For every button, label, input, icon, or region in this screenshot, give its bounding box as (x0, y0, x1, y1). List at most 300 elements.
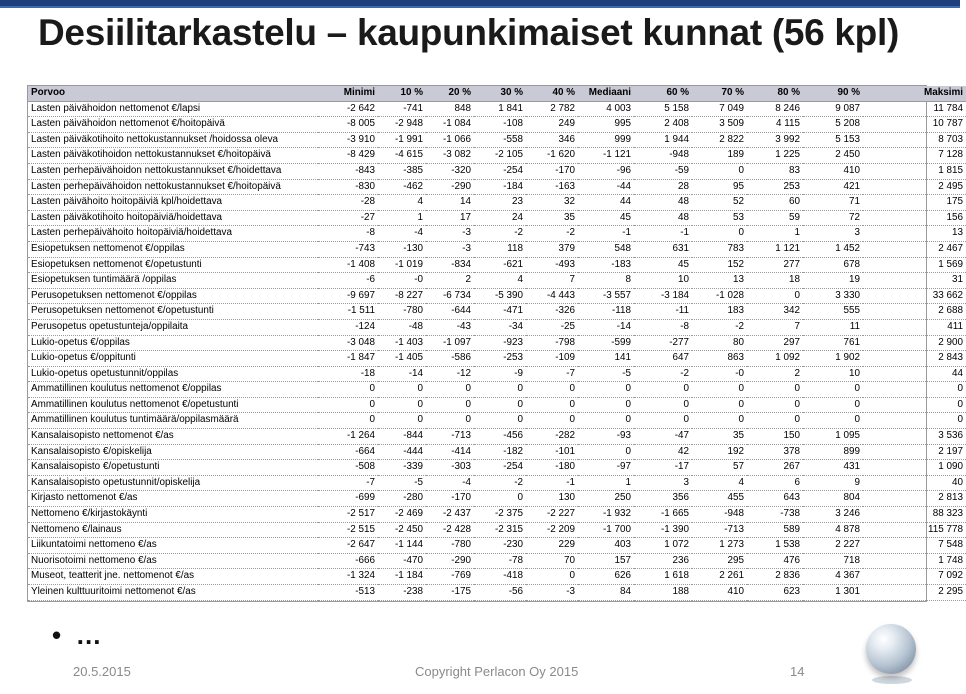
row-label: Lasten päiväkotihoito hoitopäiviä/hoidettava (28, 210, 318, 226)
table-cell: -25 (526, 319, 578, 335)
table-cell: -97 (578, 460, 634, 476)
row-label: Ammatillinen koulutus tuntimäärä/oppilasmäärä (28, 413, 318, 429)
table-cell: -3 184 (634, 288, 692, 304)
table-cell: 804 (803, 491, 863, 507)
table-cell: 23 (474, 195, 526, 211)
table-cell: 13 (692, 273, 747, 289)
table-cell: -599 (578, 335, 634, 351)
table-cell: 83 (747, 163, 803, 179)
table-cell: 0 (692, 226, 747, 242)
table-cell: 1 815 (863, 163, 966, 179)
table-cell: -290 (426, 179, 474, 195)
table-row (28, 366, 966, 382)
table-cell: -923 (474, 335, 526, 351)
row-label: Esiopetuksen nettomenot €/opetustunti (28, 257, 318, 273)
table-cell: 13 (863, 226, 966, 242)
row-label: Kansalaisopisto €/opiskelija (28, 444, 318, 460)
table-cell: -1 620 (526, 148, 578, 164)
table-cell: -1 144 (378, 538, 426, 554)
table-cell: 0 (526, 382, 578, 398)
table-cell: 0 (378, 382, 426, 398)
table-cell: -1 403 (378, 335, 426, 351)
table-cell: -1 390 (634, 522, 692, 538)
table-cell: 411 (863, 319, 966, 335)
table-row (28, 195, 966, 211)
table-cell: -513 (318, 585, 378, 601)
table-cell: 0 (803, 413, 863, 429)
table-cell: 40 (863, 475, 966, 491)
table-cell: 1 944 (634, 132, 692, 148)
table-cell: 1 095 (803, 429, 863, 445)
table-cell: -1 932 (578, 507, 634, 523)
table-cell: -780 (378, 304, 426, 320)
table-cell: 188 (634, 585, 692, 601)
table-cell: 3 536 (863, 429, 966, 445)
table-cell: 17 (426, 210, 474, 226)
table-cell: -101 (526, 444, 578, 460)
table-cell: 9 (803, 475, 863, 491)
header-column: 70 % (692, 86, 747, 101)
table-cell: -11 (634, 304, 692, 320)
table-cell: 0 (747, 397, 803, 413)
row-label: Lasten perhepäivähoidon nettokustannukset €/hoidettava (28, 163, 318, 179)
table-cell: 0 (692, 397, 747, 413)
top-accent-bar-light (0, 6, 960, 8)
table-cell: 2 495 (863, 179, 966, 195)
table-cell: 0 (863, 397, 966, 413)
table-cell: -644 (426, 304, 474, 320)
table-cell: -14 (578, 319, 634, 335)
table-cell: -2 (474, 475, 526, 491)
table-cell: -27 (318, 210, 378, 226)
table-cell: 4 115 (747, 117, 803, 133)
table-cell: 1 273 (692, 538, 747, 554)
table-row (28, 382, 966, 398)
table-cell: -843 (318, 163, 378, 179)
row-label: Lasten päivähoidon nettomenot €/lapsi (28, 101, 318, 117)
table-cell: 431 (803, 460, 863, 476)
table-cell: -2 (474, 226, 526, 242)
table-cell: -830 (318, 179, 378, 195)
table-cell: -253 (474, 351, 526, 367)
table-cell: -418 (474, 569, 526, 585)
table-row (28, 522, 966, 538)
row-label: Ammatillinen koulutus nettomenot €/opetustunti (28, 397, 318, 413)
table-cell: 4 (692, 475, 747, 491)
table-cell: 783 (692, 241, 747, 257)
table-cell: 253 (747, 179, 803, 195)
table-cell: 156 (863, 210, 966, 226)
table-cell: 4 (378, 195, 426, 211)
table-cell: -2 450 (378, 522, 426, 538)
table-row (28, 397, 966, 413)
row-label: Kansalaisopisto €/opetustunti (28, 460, 318, 476)
header-column: Maksimi (863, 86, 966, 101)
table-cell: 1 618 (634, 569, 692, 585)
table-cell: -3 557 (578, 288, 634, 304)
table-cell: 2 295 (863, 585, 966, 601)
table-cell: -2 517 (318, 507, 378, 523)
table-cell: -124 (318, 319, 378, 335)
table-cell: 0 (578, 444, 634, 460)
table-cell: 410 (803, 163, 863, 179)
table-cell: -14 (378, 366, 426, 382)
table-cell: -471 (474, 304, 526, 320)
table-cell: 80 (692, 335, 747, 351)
table-cell: -182 (474, 444, 526, 460)
table-cell: 7 128 (863, 148, 966, 164)
table-cell: -184 (474, 179, 526, 195)
table-cell: -108 (474, 117, 526, 133)
table-row (28, 179, 966, 195)
table-cell: -28 (318, 195, 378, 211)
table-cell: -2 209 (526, 522, 578, 538)
table-cell: 2 467 (863, 241, 966, 257)
row-label: Nettomeno €/lainaus (28, 522, 318, 538)
table-cell: 0 (578, 382, 634, 398)
table-cell: 5 153 (803, 132, 863, 148)
header-column: 80 % (747, 86, 803, 101)
table-cell: 0 (378, 413, 426, 429)
row-label: Perusopetus opetustunteja/oppilaita (28, 319, 318, 335)
table-cell: -230 (474, 538, 526, 554)
table-cell: -48 (378, 319, 426, 335)
table-cell: 3 (634, 475, 692, 491)
table-row (28, 553, 966, 569)
pearl-logo-icon (866, 624, 916, 674)
table-cell: -4 (426, 475, 474, 491)
table-cell: -47 (634, 429, 692, 445)
table-cell: 0 (747, 382, 803, 398)
table-cell: 0 (526, 413, 578, 429)
table-cell: -1 408 (318, 257, 378, 273)
table-cell: -277 (634, 335, 692, 351)
table-cell: 3 330 (803, 288, 863, 304)
table-cell: 9 087 (803, 101, 863, 117)
table-cell: 0 (426, 382, 474, 398)
table-cell: 24 (474, 210, 526, 226)
table-cell: -254 (474, 163, 526, 179)
table-cell: 60 (747, 195, 803, 211)
table-cell: 150 (747, 429, 803, 445)
table-cell: -2 642 (318, 101, 378, 117)
table-cell: 0 (378, 397, 426, 413)
table-cell: -1 (634, 226, 692, 242)
table-cell: 4 367 (803, 569, 863, 585)
table-cell: -2 105 (474, 148, 526, 164)
table-cell: 250 (578, 491, 634, 507)
table-cell: -664 (318, 444, 378, 460)
table-row (28, 585, 966, 601)
table-cell: 678 (803, 257, 863, 273)
table-cell: -238 (378, 585, 426, 601)
table-cell: -6 (318, 273, 378, 289)
row-label: Lasten päiväkotihoidon nettokustannukset €/hoitopäivä (28, 148, 318, 164)
table-cell: 848 (426, 101, 474, 117)
table-cell: 548 (578, 241, 634, 257)
table-cell: 1 (378, 210, 426, 226)
table-cell: 1 072 (634, 538, 692, 554)
table-cell: 14 (426, 195, 474, 211)
table-cell: -743 (318, 241, 378, 257)
table-cell: 141 (578, 351, 634, 367)
table-cell: -170 (526, 163, 578, 179)
table-cell: 2 (426, 273, 474, 289)
table-cell: 589 (747, 522, 803, 538)
table-cell: -7 (526, 366, 578, 382)
table-cell: -780 (426, 538, 474, 554)
table-cell: 1 121 (747, 241, 803, 257)
row-label: Museot, teatterit jne. nettomenot €/as (28, 569, 318, 585)
table-cell: 0 (578, 413, 634, 429)
table-cell: -586 (426, 351, 474, 367)
table-cell: -6 734 (426, 288, 474, 304)
table-cell: -170 (426, 491, 474, 507)
table-cell: 1 092 (747, 351, 803, 367)
table-cell: -78 (474, 553, 526, 569)
table-cell: -280 (378, 491, 426, 507)
table-cell: -96 (578, 163, 634, 179)
table-cell: 2 197 (863, 444, 966, 460)
table-cell: -2 (634, 366, 692, 382)
table-cell: 476 (747, 553, 803, 569)
row-label: Lukio-opetus €/oppilas (28, 335, 318, 351)
bullet-text: … (75, 620, 102, 650)
table-cell: 6 (747, 475, 803, 491)
table-cell: 623 (747, 585, 803, 601)
table-cell: -2 375 (474, 507, 526, 523)
table-cell: 53 (692, 210, 747, 226)
table-header-row (28, 86, 966, 101)
table-cell: 72 (803, 210, 863, 226)
table-cell: -1 (526, 475, 578, 491)
bullet-dot: • (52, 620, 76, 650)
table-row (28, 444, 966, 460)
row-label: Liikuntatoimi nettomeno €/as (28, 538, 318, 554)
table-cell: 0 (526, 569, 578, 585)
row-label: Nettomeno €/kirjastokäynti (28, 507, 318, 523)
table-cell: -5 390 (474, 288, 526, 304)
table-cell: 718 (803, 553, 863, 569)
table-cell: 8 246 (747, 101, 803, 117)
table-cell: -462 (378, 179, 426, 195)
table-cell: 192 (692, 444, 747, 460)
table-cell: 626 (578, 569, 634, 585)
table-cell: 4 878 (803, 522, 863, 538)
table-cell: -385 (378, 163, 426, 179)
table-cell: 19 (803, 273, 863, 289)
table-cell: -8 227 (378, 288, 426, 304)
table-cell: -163 (526, 179, 578, 195)
table-cell: -713 (426, 429, 474, 445)
footer-date: 20.5.2015 (73, 664, 131, 679)
row-label: Kirjasto nettomenot €/as (28, 491, 318, 507)
table-row (28, 288, 966, 304)
table-row (28, 257, 966, 273)
table-cell: 277 (747, 257, 803, 273)
table-cell: -17 (634, 460, 692, 476)
table-cell: -282 (526, 429, 578, 445)
table-cell: 0 (634, 397, 692, 413)
table-cell: 1 748 (863, 553, 966, 569)
table-cell: -2 (692, 319, 747, 335)
table-cell: -8 (318, 226, 378, 242)
table-cell: -2 515 (318, 522, 378, 538)
table-cell: 44 (863, 366, 966, 382)
table-cell: 1 301 (803, 585, 863, 601)
table-cell: 0 (318, 413, 378, 429)
table-cell: -339 (378, 460, 426, 476)
table-cell: 7 092 (863, 569, 966, 585)
footer-page-number: 14 (790, 664, 805, 679)
table-cell: 2 836 (747, 569, 803, 585)
table-cell: 356 (634, 491, 692, 507)
table-cell: 115 778 (863, 522, 966, 538)
table-cell: 1 090 (863, 460, 966, 476)
table-cell: 2 813 (863, 491, 966, 507)
table-cell: 10 787 (863, 117, 966, 133)
table-cell: -109 (526, 351, 578, 367)
table-cell: 32 (526, 195, 578, 211)
table-row (28, 491, 966, 507)
table-cell: 88 323 (863, 507, 966, 523)
table-cell: 249 (526, 117, 578, 133)
table-cell: 59 (747, 210, 803, 226)
table-cell: -183 (578, 257, 634, 273)
table-cell: -9 (474, 366, 526, 382)
row-label: Lasten perhepäivähoito hoitopäiviä/hoidettava (28, 226, 318, 242)
table-row (28, 210, 966, 226)
table-cell: 1 569 (863, 257, 966, 273)
table-cell: -456 (474, 429, 526, 445)
table-row (28, 226, 966, 242)
table-cell: -2 (526, 226, 578, 242)
table-cell: 1 538 (747, 538, 803, 554)
table-cell: 2 408 (634, 117, 692, 133)
table-cell: 45 (578, 210, 634, 226)
table-cell: 2 900 (863, 335, 966, 351)
table-cell: 999 (578, 132, 634, 148)
table-cell: 10 (634, 273, 692, 289)
table-cell: -414 (426, 444, 474, 460)
table-cell: 0 (692, 413, 747, 429)
row-label: Lasten päivähoito hoitopäiviä kpl/hoidettava (28, 195, 318, 211)
table-cell: -1 264 (318, 429, 378, 445)
table-cell: -713 (692, 522, 747, 538)
row-label: Esiopetuksen tuntimäärä /oppilas (28, 273, 318, 289)
row-label: Ammatillinen koulutus nettomenot €/oppilas (28, 382, 318, 398)
table-cell: -43 (426, 319, 474, 335)
header-column: 90 % (803, 86, 863, 101)
table-cell: 0 (803, 397, 863, 413)
table-cell: 33 662 (863, 288, 966, 304)
table-cell: 44 (578, 195, 634, 211)
table-cell: -948 (692, 507, 747, 523)
table-cell: -1 665 (634, 507, 692, 523)
table-cell: 4 003 (578, 101, 634, 117)
table-cell: -8 (634, 319, 692, 335)
table-cell: 7 049 (692, 101, 747, 117)
header-municipality: Porvoo (28, 86, 318, 101)
table-cell: 631 (634, 241, 692, 257)
table-cell: 175 (863, 195, 966, 211)
table-cell: -290 (426, 553, 474, 569)
header-column: 60 % (634, 86, 692, 101)
row-label: Lasten päivähoidon nettomenot €/hoitopäivä (28, 117, 318, 133)
table-cell: -1 184 (378, 569, 426, 585)
table-cell: 183 (692, 304, 747, 320)
table-cell: 0 (474, 491, 526, 507)
table-cell: 0 (474, 382, 526, 398)
table-cell: -2 948 (378, 117, 426, 133)
row-label: Lukio-opetus opetustunnit/oppilas (28, 366, 318, 382)
table-cell: 11 784 (863, 101, 966, 117)
table-cell: -666 (318, 553, 378, 569)
table-cell: 4 (474, 273, 526, 289)
table-cell: -320 (426, 163, 474, 179)
table-cell: 70 (526, 553, 578, 569)
table-cell: 555 (803, 304, 863, 320)
table-cell: -508 (318, 460, 378, 476)
table-cell: -5 (578, 366, 634, 382)
table-cell: -1 019 (378, 257, 426, 273)
row-label: Kansalaisopisto nettomenot €/as (28, 429, 318, 445)
table-cell: 11 (803, 319, 863, 335)
table-cell: -558 (474, 132, 526, 148)
table-cell: 52 (692, 195, 747, 211)
table-row (28, 460, 966, 476)
table-row (28, 304, 966, 320)
table-cell: 10 (803, 366, 863, 382)
table-cell: -844 (378, 429, 426, 445)
table-cell: -2 315 (474, 522, 526, 538)
table-cell: -1 511 (318, 304, 378, 320)
table-cell: 379 (526, 241, 578, 257)
table-cell: 455 (692, 491, 747, 507)
table-cell: -8 005 (318, 117, 378, 133)
table-row (28, 101, 966, 117)
table-cell: 295 (692, 553, 747, 569)
table-cell: 152 (692, 257, 747, 273)
table-cell: 0 (692, 163, 747, 179)
table-row (28, 241, 966, 257)
table-cell: 18 (747, 273, 803, 289)
table-row (28, 475, 966, 491)
table-cell: -444 (378, 444, 426, 460)
table-row (28, 319, 966, 335)
table-cell: -2 227 (526, 507, 578, 523)
table-cell: 0 (318, 382, 378, 398)
table-row (28, 538, 966, 554)
table-cell: -56 (474, 585, 526, 601)
table-cell: 3 (803, 226, 863, 242)
table-cell: 2 822 (692, 132, 747, 148)
table-cell: -4 443 (526, 288, 578, 304)
table-cell: 410 (692, 585, 747, 601)
table-cell: 157 (578, 553, 634, 569)
row-label: Nuorisotoimi nettomeno €/as (28, 553, 318, 569)
table-cell: -699 (318, 491, 378, 507)
table-row (28, 413, 966, 429)
table-cell: -4 615 (378, 148, 426, 164)
table-cell: -3 048 (318, 335, 378, 351)
table-cell: 346 (526, 132, 578, 148)
table-cell: 3 246 (803, 507, 863, 523)
table-cell: -0 (378, 273, 426, 289)
table-cell: 189 (692, 148, 747, 164)
table-cell: -3 (426, 226, 474, 242)
table-cell: 95 (692, 179, 747, 195)
